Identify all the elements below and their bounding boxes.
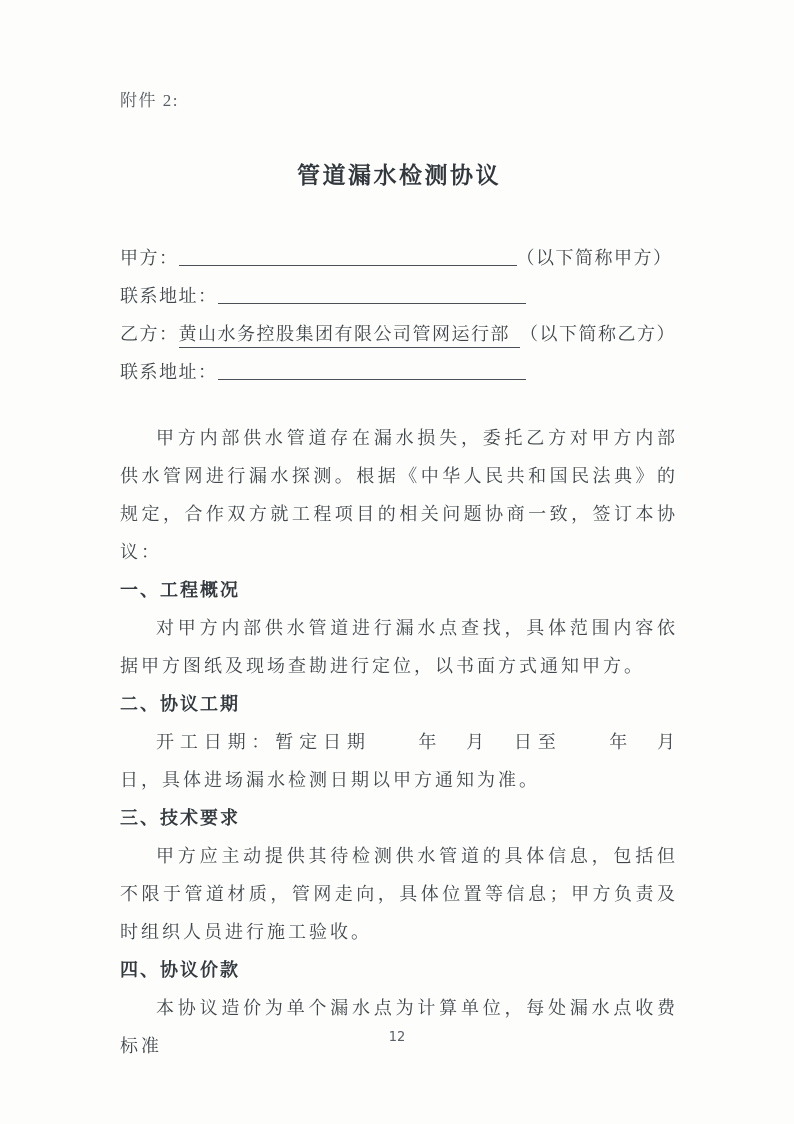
intro-paragraph: 甲方内部供水管道存在漏水损失，委托乙方对甲方内部供水管网进行漏水探测。根据《中华人民共和国民法典》的规定，合作双方就工程项目的相关问题协商一致，签订本协议：	[120, 428, 678, 562]
section-4-body: 本协议造价为单个漏水点为计算单位，每处漏水点收费标准	[120, 998, 678, 1056]
intro-section	[120, 419, 678, 571]
party-b-line	[120, 315, 678, 353]
party-a-label: 甲方：	[120, 248, 179, 268]
party-a-name-blank	[179, 241, 517, 266]
party-a-suffix: （以下简称甲方）	[516, 248, 673, 268]
party-a-address-label: 联系地址：	[120, 286, 218, 306]
document-title: 管道漏水检测协议	[297, 162, 501, 188]
section-3-body: 甲方应主动提供其待检测供水管道的具体信息，包括但不限于管道材质，管网走向，具体位置等信息；甲方负责及时组织人员进行施工验收。	[120, 846, 678, 942]
section-2-heading: 二、协议工期	[120, 694, 240, 714]
party-b-address-line	[120, 353, 678, 391]
attachment-label: 附件 2:	[120, 91, 179, 110]
parties-block	[120, 239, 678, 391]
sections-block	[120, 571, 699, 1065]
section-3-heading: 三、技术要求	[120, 808, 240, 828]
party-b-address-label: 联系地址：	[120, 362, 218, 382]
page-number: 12	[388, 1030, 406, 1045]
document-content	[120, 0, 699, 1065]
party-b-label: 乙方：	[120, 324, 179, 344]
section-1-heading: 一、工程概况	[120, 580, 240, 600]
party-b-name: 黄山水务控股集团有限公司管网运行部	[179, 324, 521, 348]
party-b-address-blank	[218, 355, 526, 380]
party-b-suffix: （以下简称乙方）	[520, 324, 676, 344]
party-a-line	[120, 239, 678, 277]
section-1-body: 对甲方内部供水管道进行漏水点查找，具体范围内容依据甲方图纸及现场查勘进行定位，以书面方式通知甲方。	[120, 618, 678, 676]
section-2-body: 开工日期：暂定日期 年 月 日至 年 月 日，具体进场漏水检测日期以甲方通知为准。	[120, 732, 699, 790]
party-a-address-line	[120, 277, 678, 315]
section-4-heading: 四、协议价款	[120, 960, 240, 980]
party-a-address-blank	[218, 279, 526, 304]
